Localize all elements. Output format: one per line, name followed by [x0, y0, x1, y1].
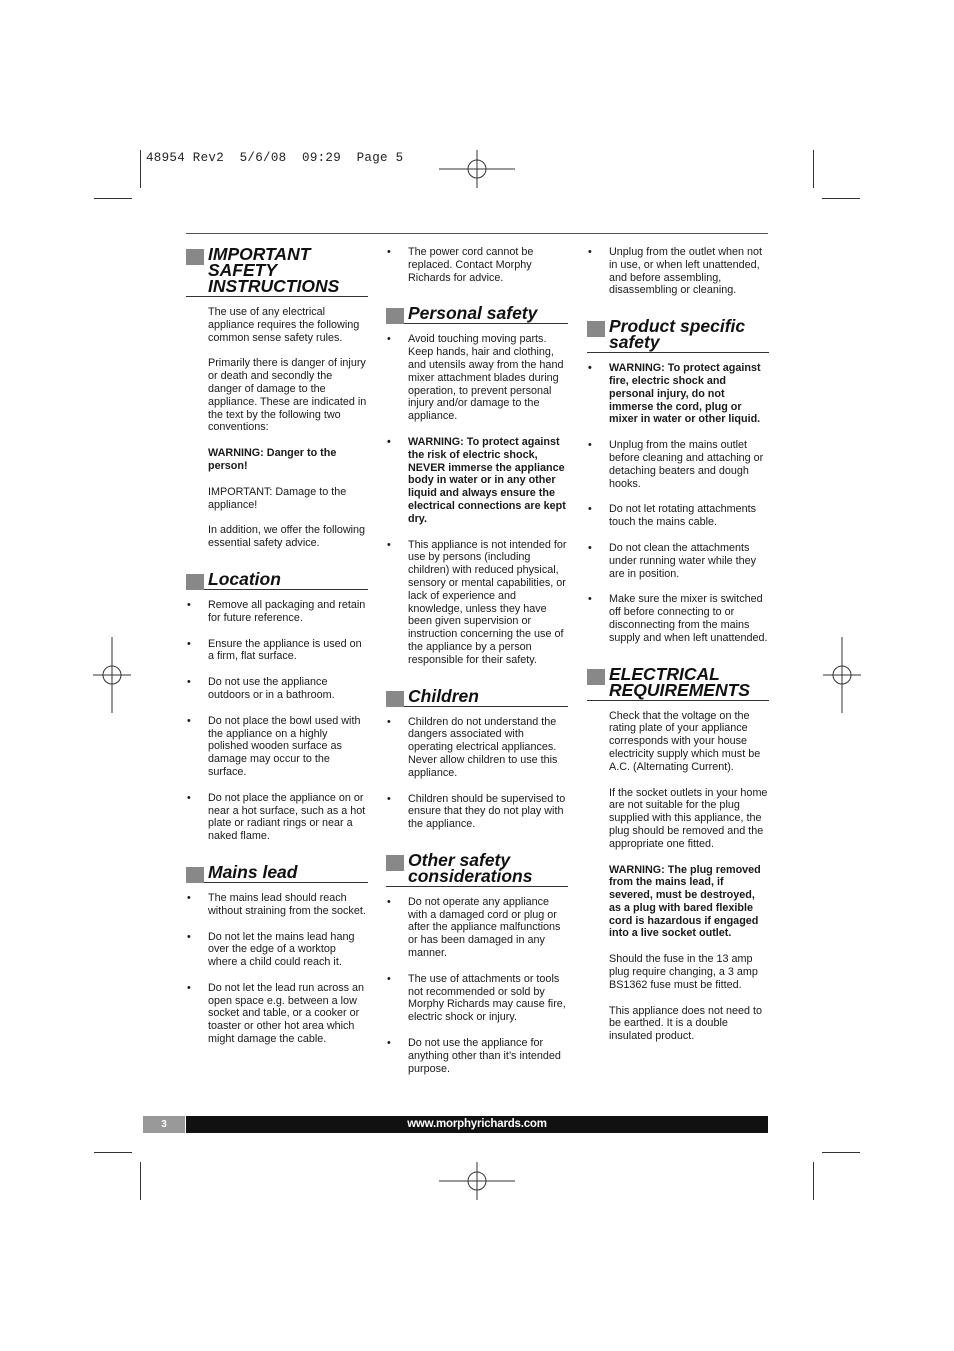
electrical-requirements-heading [587, 663, 769, 701]
section-title-line: Children [408, 685, 479, 706]
paragraph: Primarily there is danger of injury or death and secondly the danger of damage to the appliance. These are indicated in the text by the following two conventions: [208, 357, 367, 434]
list-item: • Do not let the lead run across an open space e.g. between a low socket and table, or a cooker or toaster or other hot area which might damage the cable. [186, 982, 368, 1046]
paragraph: If the socket outlets in your home are not suitable for the plug supplied with this appliance, the plug should be removed and the appropriate one fitted. [609, 786, 768, 850]
section-title [408, 849, 568, 886]
product-specific-safety-list [587, 362, 769, 644]
paragraph: The use of any electrical appliance requires the following common sense safety rules. [208, 306, 360, 344]
section-title-line: ELECTRICAL [609, 663, 720, 684]
section-title [609, 316, 769, 353]
top-rule [186, 233, 768, 234]
children-list [386, 716, 568, 831]
section-title-line: Personal safety [408, 303, 538, 324]
heading-square-icon [587, 321, 605, 337]
location-list [186, 599, 368, 843]
section-title-line: IMPORTANT [208, 244, 311, 264]
section-title-line: Location [208, 568, 281, 589]
heading-square-icon [386, 855, 404, 871]
list-item: • Children should be supervised to ensure that they do not play with the appliance. [386, 793, 568, 831]
section-title-line: INSTRUCTIONS [208, 276, 340, 296]
column-2 [386, 246, 568, 1088]
list-item: • Unplug from the outlet when not in use, or when left unattended, and before assembling, disassembling or cleaning. [587, 246, 769, 297]
list-item: • Do not use the appliance outdoors or in a bathroom. [186, 676, 368, 702]
heading-square-icon [186, 867, 204, 883]
section-title [408, 685, 568, 706]
section-title-line: SAFETY [208, 260, 278, 280]
list-item: • Do not let rotating attachments touch the mains cable. [587, 503, 769, 529]
list-item: • Ensure the appliance is used on a firm, flat surface. [186, 638, 368, 664]
section-title-line: considerations [408, 865, 533, 886]
paragraph: Should the fuse in the 13 amp plug require changing, a 3 amp BS1362 fuse must be fitted. [609, 953, 758, 991]
heading-square-icon [186, 249, 204, 265]
section-title [408, 303, 568, 324]
continued-3-list [587, 246, 769, 297]
important-safety-instructions-heading [186, 246, 368, 297]
footer-bar [143, 1116, 768, 1133]
section-title-line: safety [609, 332, 660, 353]
list-item: • The power cord cannot be replaced. Contact Morphy Richards for advice. [386, 246, 568, 284]
warning-paragraph: WARNING: The plug removed from the mains lead, if severed, must be destroyed, as a plug with bared flexible cord is hazardous if engaged into a live socket outlet. [609, 863, 761, 940]
list-item: • Do not operate any appliance with a damaged cord or plug or after the appliance malfunctions or has been damaged in any manner. [386, 896, 568, 960]
list-item: • Avoid touching moving parts. Keep hands, hair and clothing, and utensils away from the hand mixer attachment blades during operation, to prevent personal injury and/or damage to the appliance. [386, 333, 568, 423]
list-item: • This appliance is not intended for use by persons (including children) with reduced physical, sensory or mental capabilities, or lack of experience and knowledge, unless they have been given supervision or instruction concerning the use of the appliance by a person responsible for their safety. [386, 539, 568, 667]
print-slug-line: 48954 Rev2 5/6/08 09:29 Page 5 [146, 151, 404, 165]
heading-square-icon [587, 669, 605, 685]
list-item: • The mains lead should reach without straining from the socket. [186, 892, 368, 918]
section-title-line: Mains lead [208, 861, 298, 882]
page-number: 3 [143, 1116, 185, 1133]
personal-safety-list [386, 333, 568, 666]
website-url: www.morphyrichards.com [186, 1116, 768, 1133]
location-heading [186, 568, 368, 590]
list-item: • Do not place the bowl used with the appliance on a highly polished wooden surface as damage may occur to the surface. [186, 715, 368, 779]
section-title [609, 663, 769, 700]
paragraph: This appliance does not need to be earthed. It is a double insulated product. [609, 1004, 763, 1043]
paragraph: IMPORTANT: Damage to the appliance! [208, 485, 347, 511]
product-specific-safety-heading [587, 318, 769, 353]
list-item: • Remove all packaging and retain for future reference. [186, 599, 368, 625]
personal-safety-heading [386, 305, 568, 324]
list-item: • Children do not understand the dangers associated with operating electrical appliances. Never allow children to use this appliance. [386, 716, 568, 780]
paragraph: In addition, we offer the following essential safety advice. [208, 524, 366, 550]
section-title [208, 246, 368, 294]
list-item: • Do not use the appliance for anything other than it’s intended purpose. [386, 1037, 568, 1075]
heading-square-icon [386, 691, 404, 707]
section-title [208, 568, 368, 589]
warning-list-item: • WARNING: To protect against the risk of electric shock, NEVER immerse the appliance body in water or in any other liquid and always ensure the electrical connections are kept dry. [386, 436, 568, 526]
section-title-line: Product specific [609, 316, 746, 337]
column-3 [587, 246, 769, 1056]
other-safety-considerations-heading [386, 849, 568, 887]
continued-2-list [386, 246, 568, 284]
children-heading [386, 685, 568, 707]
list-item: • Do not place the appliance on or near a hot surface, such as a hot plate or radiant rings or near a naked flame. [186, 792, 368, 843]
heading-square-icon [186, 574, 204, 590]
mains-lead-heading [186, 861, 368, 883]
list-item: • Do not clean the attachments under running water while they are in position. [587, 542, 769, 580]
mains-lead-list [186, 892, 368, 1046]
section-title-line: REQUIREMENTS [609, 679, 750, 700]
warning-paragraph: WARNING: Danger to the person! [208, 447, 337, 472]
section-title [208, 861, 368, 882]
paragraph: Check that the voltage on the rating plate of your appliance corresponds with your house electricity supply which must be A.C. (Alternating Current). [609, 709, 761, 773]
column-1 [186, 246, 368, 1059]
list-item: • Make sure the mixer is switched off before connecting to or disconnecting from the mains supply and when left unattended. [587, 593, 769, 644]
heading-square-icon [386, 308, 404, 324]
list-item: • The use of attachments or tools not recommended or sold by Morphy Richards may cause fire, electric shock or injury. [386, 973, 568, 1024]
section-title-line: Other safety [408, 849, 511, 870]
list-item: • Unplug from the mains outlet before cleaning and attaching or detaching beaters and dough hooks. [587, 439, 769, 490]
other-safety-considerations-list [386, 896, 568, 1076]
warning-list-item: • WARNING: To protect against fire, electric shock and personal injury, do not immerse the cord, plug or mixer in water or other liquid. [587, 362, 769, 426]
list-item: • Do not let the mains lead hang over the edge of a worktop where a child could reach it. [186, 931, 368, 969]
